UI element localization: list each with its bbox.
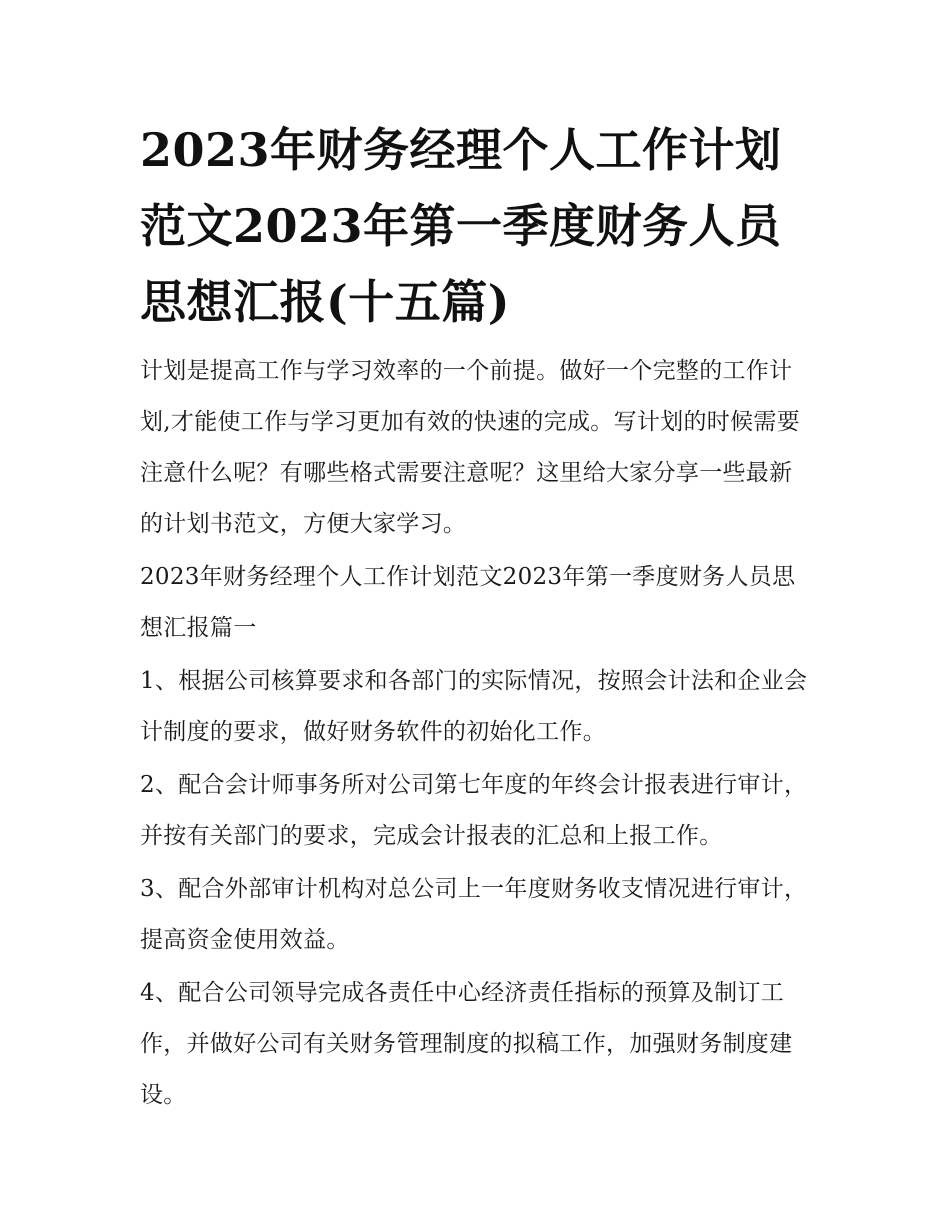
document-title: 2023年财务经理个人工作计划范文2023年第一季度财务人员思想汇报(十五篇): [140, 123, 782, 329]
list-item: 4、配合公司领导完成各责任中心经济责任指标的预算及制订工作，并做好公司有关财务管理制度的拟稿工作，加强财务制度建设。: [140, 980, 793, 1108]
list-item: 1、根据公司核算要求和各部门的实际情况，按照会计法和企业会计制度的要求，做好财务软件的初始化工作。: [140, 668, 808, 745]
list-item: 3、配合外部审计机构对总公司上一年度财务收支情况进行审计，提高资金使用效益。: [140, 876, 808, 953]
intro-paragraph: 计划是提高工作与学习效率的一个前提。做好一个完整的工作计划,才能使工作与学习更加有效的快速的完成。写计划的时候需要注意什么呢？有哪些格式需要注意呢？这里给大家分享一些最新的计划书范文，方便大家学习。: [140, 358, 801, 537]
document-page: [140, 112, 815, 1123]
section-heading: 2023年财务经理个人工作计划范文2023年第一季度财务人员思想汇报篇一: [140, 564, 796, 641]
list-item: 2、配合会计师事务所对公司第七年度的年终会计报表进行审计，并按有关部门的要求，完成会计报表的汇总和上报工作。: [140, 772, 808, 849]
